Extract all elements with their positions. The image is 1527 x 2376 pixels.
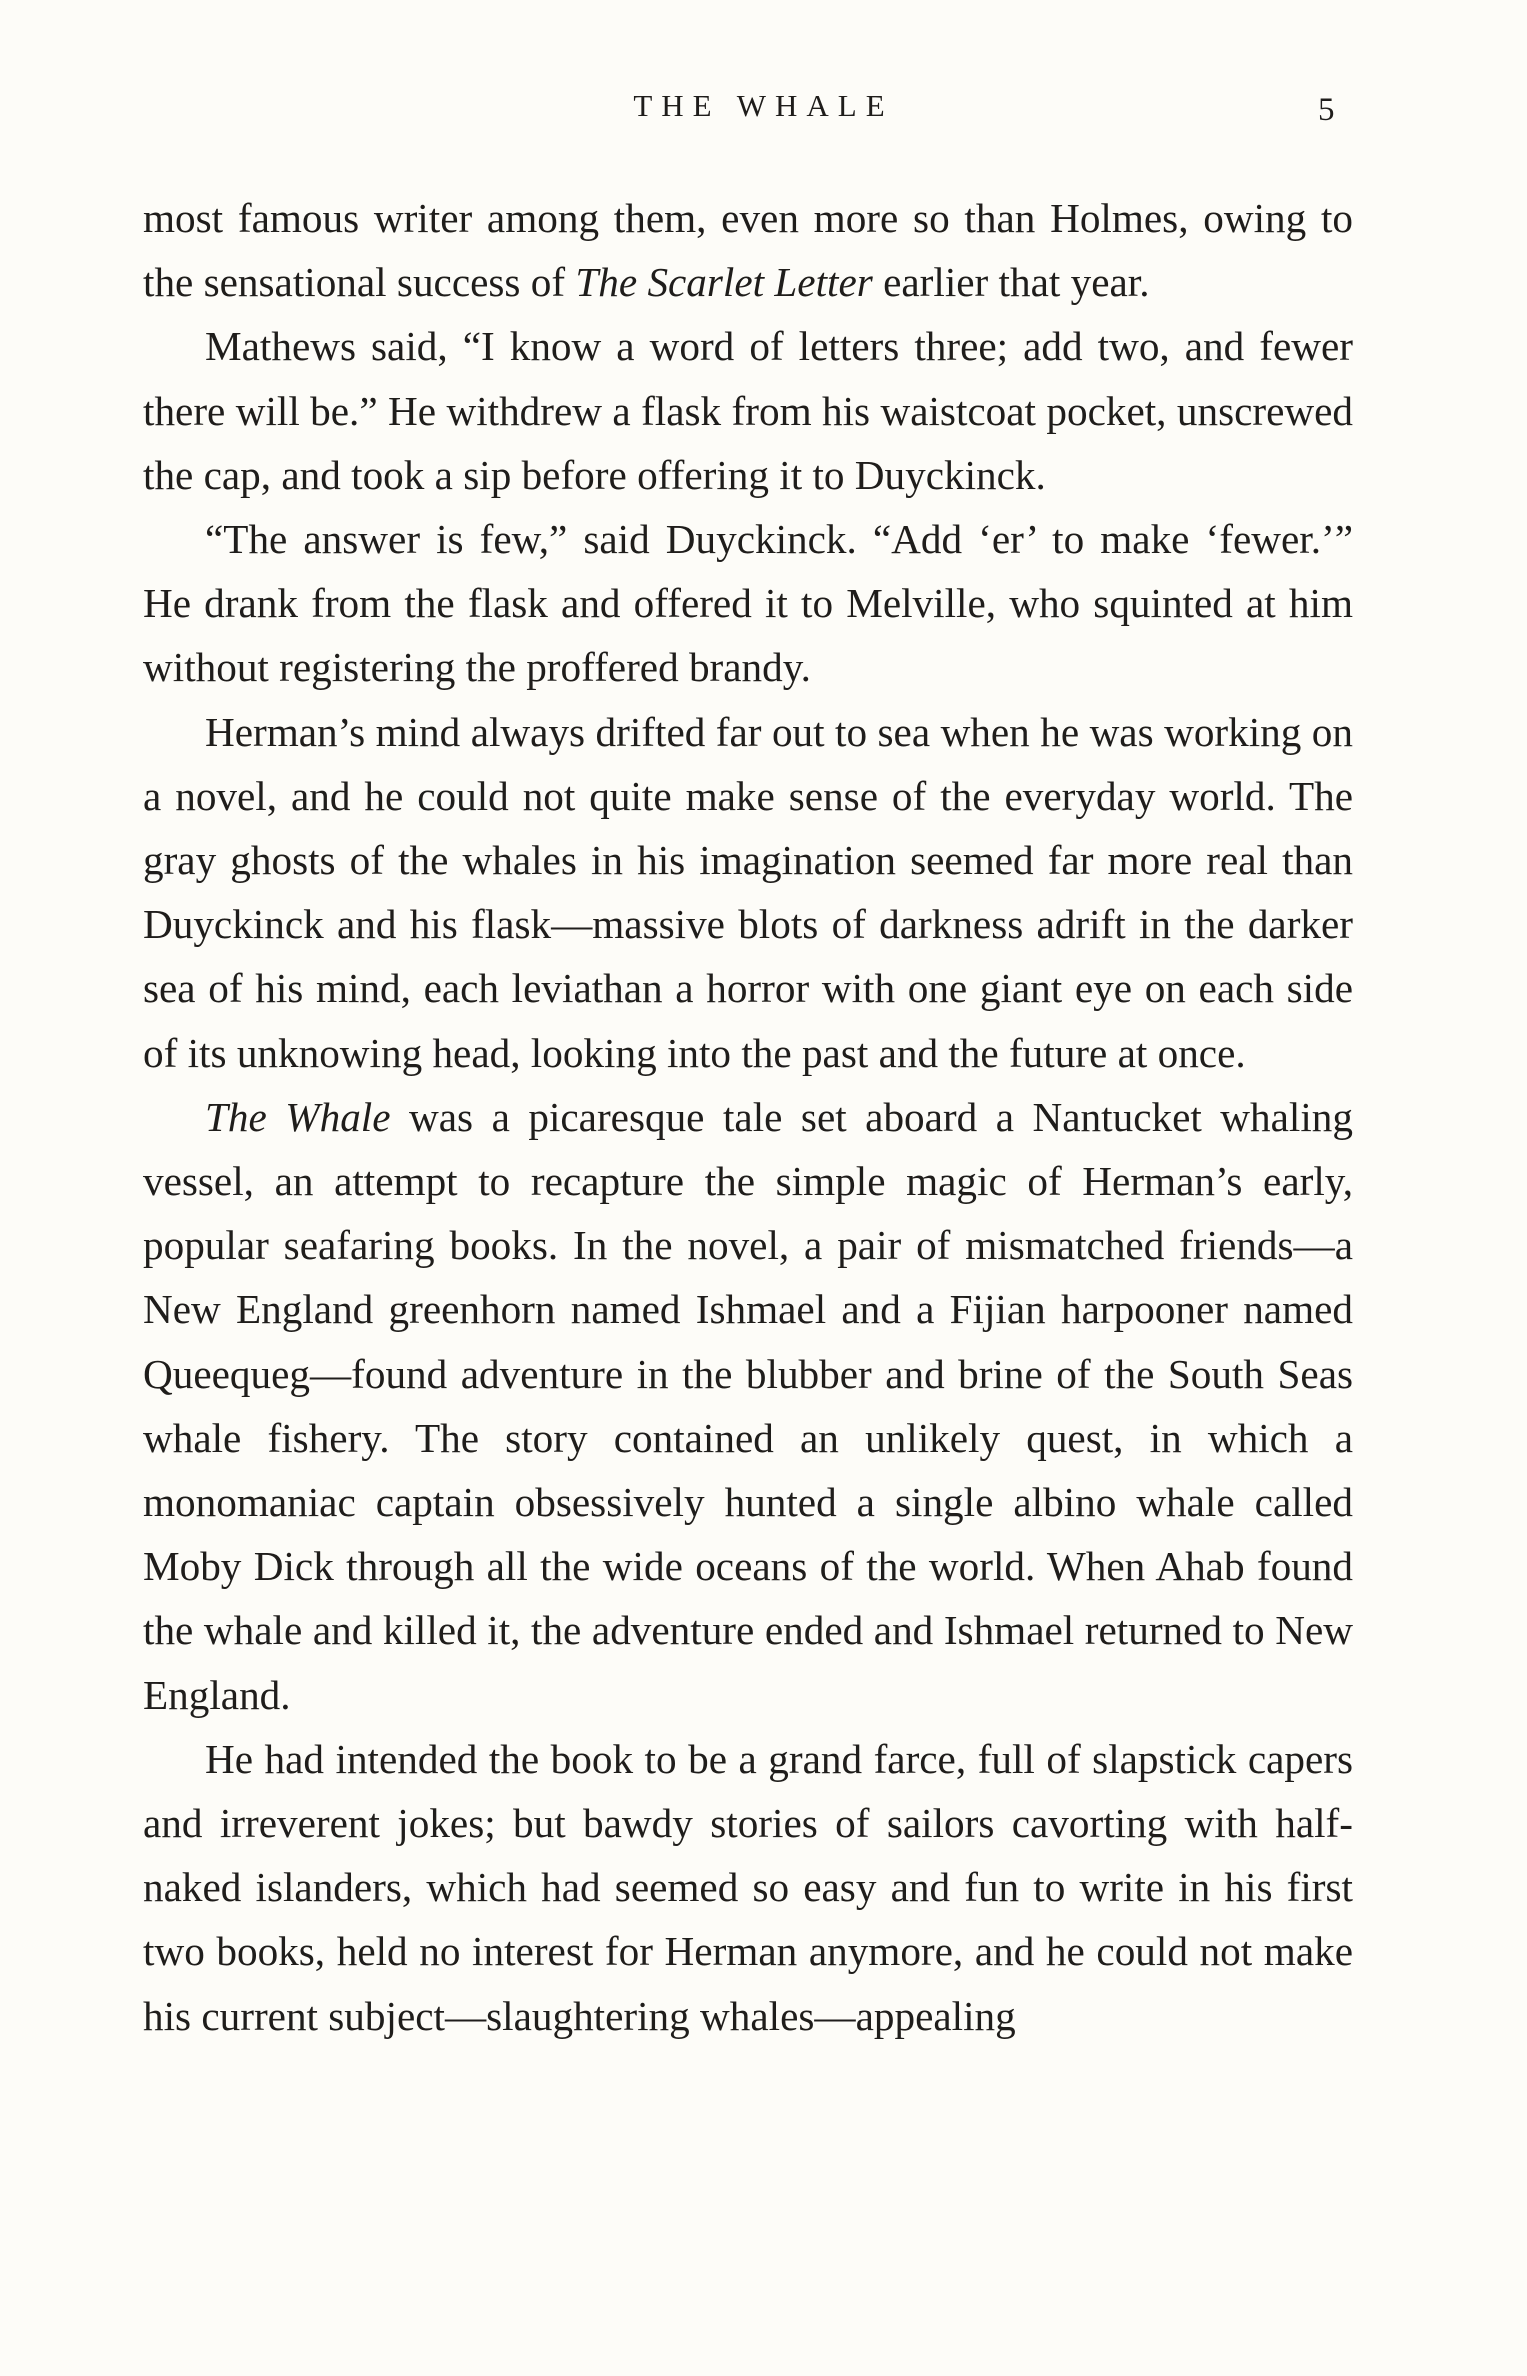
paragraph-1-text-end: earlier that year. — [872, 259, 1150, 306]
body-text — [143, 186, 1353, 2048]
running-title: THE WHALE — [633, 88, 894, 123]
paragraph-6: He had intended the book to be a grand farce, full of slapstick capers and irreverent jokes; but bawdy stories of sailors cavorting with half-naked islanders, which had seemed so easy and fun to write in his first two books, held no interest for Herman anymore, and he could not make his current subject—slaughtering whales—appealing — [143, 1735, 1353, 2039]
paragraph-1-text: most famous writer among them, even more so than Holmes, owing to the sensational success of — [143, 195, 1353, 306]
book-title-scarlet-letter: The Scarlet Letter — [575, 259, 873, 306]
page-number: 5 — [1318, 92, 1335, 128]
paragraph-2: Mathews said, “I know a word of letters three; add two, and fewer there will be.” He withdrew a flask from his waistcoat pocket, unscrewed the cap, and took a sip before offering it to Duyckinck. — [143, 323, 1353, 498]
paragraph-5-text: was a picaresque tale set aboard a Nantucket whaling vessel, an attempt to recapture the simple magic of Herman’s early, popular seafaring books. In the novel, a pair of mismatched friends—a New England greenhorn named Ishmael and a Fijian harpooner named Queequeg—found adventure in the blubber and brine of the South Seas whale fishery. The story contained an unlikely quest, in which a monomaniac captain obsessively hunted a single albino whale called Moby Dick through all the wide oceans of the world. When Ahab found the whale and killed it, the adventure ended and Ishmael returned to New England. — [143, 1093, 1353, 1718]
paragraph-5 — [143, 1085, 1353, 1727]
paragraph-3: “The answer is few,” said Duyckinck. “Add ‘er’ to make ‘fewer.’” He drank from the flask and offered it to Melville, who squinted at him without registering the proffered brandy. — [143, 516, 1353, 691]
paragraph-4: Herman’s mind always drifted far out to sea when he was working on a novel, and he could not quite make sense of the everyday world. The gray ghosts of the whales in his imagination seemed far more real than Duyckinck and his flask—massive blots of darkness adrift in the darker sea of his mind, each leviathan a horror with one giant eye on each side of its unknowing head, looking into the past and the future at once. — [143, 708, 1353, 1076]
paragraph-1 — [143, 186, 1353, 314]
book-title-the-whale: The Whale — [205, 1093, 391, 1140]
running-head — [0, 86, 1527, 126]
